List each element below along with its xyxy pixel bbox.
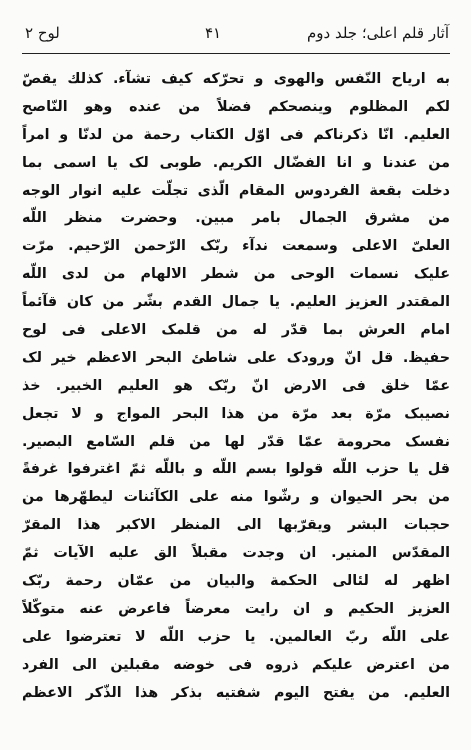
book-title: آثار قلم اعلی؛ جلد دوم: [306, 24, 449, 42]
header-rule: [22, 53, 450, 54]
text-line: نصيبک مرّة بعد مرّة من هذا البحر المواج و لا تجعل: [22, 405, 450, 422]
tablet-label: لوح ۲: [25, 24, 60, 42]
text-line: العليم. انّا ذكرناكم فى اوّل الكتاب رحمة من لدنّا و امراً: [22, 126, 450, 143]
text-line: المقتدر العزيز العليم. يا جمال القدم بشّر من كان قآئماً: [22, 294, 450, 311]
text-line: عليک نسمات الوحى من شطر الالهام من لدى اللّه: [22, 266, 450, 283]
text-line: المقدّس المنير. ان وجدت مقبلاً الق عليه الآيات ثمّ: [22, 545, 450, 562]
text-line: من مشرق الجمال بامر مبين. وحضرت منظر اللّه: [22, 210, 450, 227]
text-line: على اللّه ربّ العالمين. يا حزب اللّه لا تعترضوا على: [22, 628, 450, 645]
text-line: قل يا حزب اللّه قولوا بسم اللّه و باللّه ثمّ اغترفوا غرفةً: [22, 461, 450, 478]
text-line: به ارياح النّفس والهوى و تحرّكه كيف تشآء. كذلك يقصّ: [22, 71, 450, 87]
text-line: دخلت بقعة الفردوس المقام الّذى تجلّت عليه انوار الوجه: [22, 182, 450, 199]
text-line: العليم. من يفتح اليوم شفتيه بذكر هذا الذّكر الاعظم: [22, 684, 450, 701]
text-line: حجبات البشر ويقرّبها الى المنظر الاكبر هذا المقرّ: [22, 517, 450, 534]
text-line: من عندنا و انا الفضّال الكريم. طوبى لک يا اسمى بما: [22, 154, 450, 171]
text-line: العزيز الحكيم و ان رايت معرضاً فاعرض عنه متوكّلاً: [22, 600, 450, 617]
text-line: لكم المظلوم وينصحكم فضلاً من عنده وهو النّاصح: [22, 98, 450, 115]
text-line: امام العرش بما قدّر له من قلمک الاعلى فى لوح: [22, 322, 450, 339]
text-line: حفيظ. قل انّ ورودک على شاطئ البحر الاعظم خير لک: [22, 349, 450, 366]
text-line: عمّا خلق فى الارض انّ ربّک هو العليم الخبير. خذ: [22, 377, 450, 394]
text-line: نفسک محرومة عمّا قدّر لها من قلم السّامع البصير.: [22, 433, 450, 450]
text-line: من بحر الحيوان و رشّوا منه على الكآئنات ليطهّرها من: [22, 489, 450, 506]
body-text: [22, 66, 450, 707]
text-line: العلىّ الاعلى وسمعت ندآء ربّک الرّحمن الرّحيم. مرّت: [22, 238, 450, 255]
running-header: [0, 20, 471, 50]
text-line: من اعترض عليكم ذروه فى خوضه مقبلين الى الفرد: [22, 656, 450, 673]
text-line: اظهر له لئالى الحكمة والبيان من عمّان رحمة ربّک: [22, 573, 450, 590]
page-number: ۴۱: [205, 24, 222, 42]
